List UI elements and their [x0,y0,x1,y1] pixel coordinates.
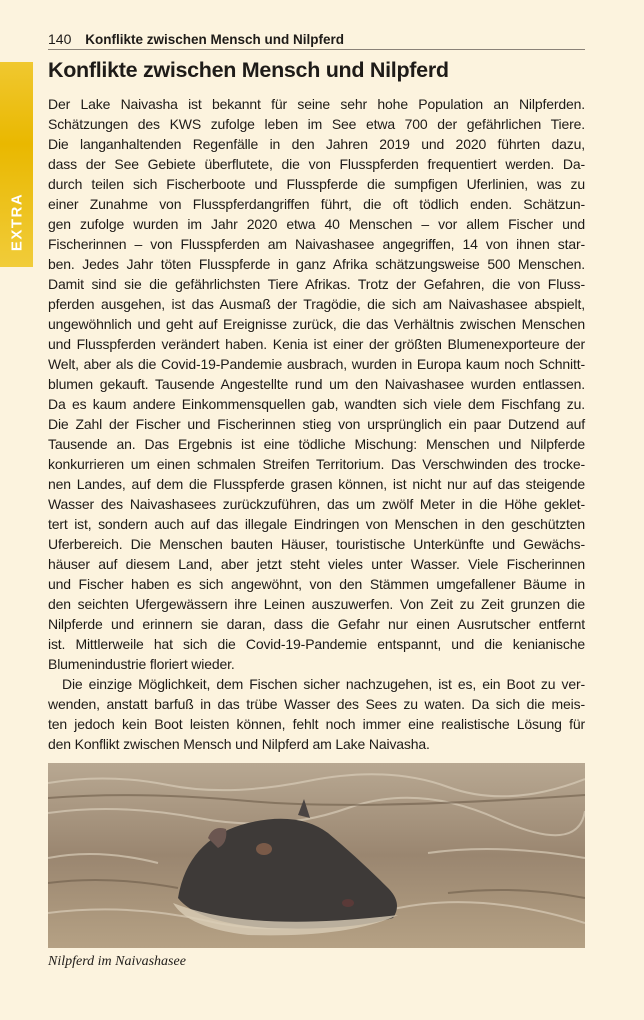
text-line: ist. Mittlerweile hat sich die Covid-19-Pandemie entspannt, und die kenianische [48,636,585,652]
text-line: Wasser des Naivashasees zurückzuführen, das um zwölf Meter in die Höhe geklet- [48,496,585,512]
text-line: konkurrieren um einen schmalen Streifen Territorium. Das Verschwinden des trocke- [48,456,585,472]
text-line: gen zufolge wurden im Jahr 2020 etwa 40 Menschen – vor allem Fischer und [48,216,585,232]
text-line: Die Zahl der Fischer und Fischerinnen stieg von ursprünglich ein paar Dutzend auf [48,416,585,432]
extra-side-tab [0,62,33,267]
page-number: 140 [48,31,72,47]
article-body [48,94,585,754]
text-line: häuser auf diesem Land, aber jetzt steht vieles unter Wasser. Viele Fischerinnen [48,556,585,572]
text-line: und Fischer haben es sich angewöhnt, von den Stämmen umgefallener Bäume in [48,576,585,592]
text-line: den seichten Ufergewässern ihre Leinen auszuwerfen. Von Zeit zu Zeit grunzen die [48,596,585,612]
text-line: Der Lake Naivasha ist bekannt für seine sehr hohe Population an Nilpferden. [48,96,585,112]
text-line: ungewöhnlich und geht auf Ereignisse zurück, die das Verhältnis zwischen Menschen [48,316,585,332]
text-line: tert ist, sondern auch auf das illegale Eindringen von Menschen in den geschützten [48,516,585,532]
running-header [48,29,585,50]
text-line: einer Zunahme von Flusspferdangriffen führt, die oft tödlich enden. Schätzun- [48,196,585,212]
text-line: blumen gekauft. Tausende Angestellte rund um den Naivashasee wurden entlassen. [48,376,585,392]
running-title: Konflikte zwischen Mensch und Nilpferd [85,32,345,47]
text-line: den Konflikt zwischen Mensch und Nilpferd am Lake Naivasha. [48,736,430,752]
text-line: dass der See Gebiete überflutete, die von Flusspferden frequentiert werden. Da- [48,156,585,172]
text-line: Die langanhaltenden Regenfälle in den Jahren 2019 und 2020 führten dazu, [48,136,585,152]
text-line: Schätzungen des KWS zufolge leben im See etwa 700 der gefährlichen Tiere. [48,116,585,132]
text-line: nen Landes, auf dem die Flusspferde grasen können, ist nicht nur auf das steigende [48,476,585,492]
hippo-photo [48,763,585,948]
text-line: pferden ausgehen, ist das Ausmaß der Tragödie, die sich am Naivashasee abspielt, [48,296,585,312]
text-line: Nilpferde und erinnern sie daran, dass die Gefahr nur einen Ausrutscher entfernt [48,616,585,632]
text-line: Blumenindustrie floriert wieder. [48,656,235,672]
text-line: Fischerinnen – von Flusspferden am Naivashasee angegriffen, 14 von ihnen star- [48,236,585,252]
text-line: und Flusspferden verändert haben. Kenia ist einer der größten Blumenexporteure der [48,336,585,352]
text-line: durch teilen sich Fischerboote und Flusspferde die sumpfigen Uferlinien, was zu [48,176,585,192]
text-line: Da es kaum andere Einkommensquellen gab, wandten sich viele dem Fischfang zu. [48,396,585,412]
side-tab-label: EXTRA [8,192,25,252]
text-line: Tausende an. Das Ergebnis ist eine tödliche Mischung: Menschen und Nilpferde [48,436,585,452]
text-line: ten jedoch kein Boot leisten können, fehlt noch immer eine realistische Lösung für [48,716,585,732]
text-line: Welt, aber als die Covid-19-Pandemie ausbrach, wurden in Europa kaum noch Schnitt- [48,356,585,372]
text-line: Uferbereich. Die Menschen bauten Häuser, touristische Unterkünfte und Gewächs- [48,536,585,552]
text-line: Damit sind sie die gefährlichsten Tiere Afrikas. Trotz der Gefahren, die von Fluss- [48,276,585,292]
text-line: Die einzige Möglichkeit, dem Fischen sicher nachzugehen, ist es, ein Boot zu ver- [62,676,585,692]
text-line: wenden, anstatt barfuß in das trübe Wasser des Sees zu waten. Da sich die meis- [48,696,585,712]
text-line: ben. Jedes Jahr töten Flusspferde in ganz Afrika schätzungsweise 500 Menschen. [48,256,585,272]
article-title: Konflikte zwischen Mensch und Nilpferd [48,58,449,82]
photo-caption: Nilpferd im Naivashasee [48,954,186,969]
